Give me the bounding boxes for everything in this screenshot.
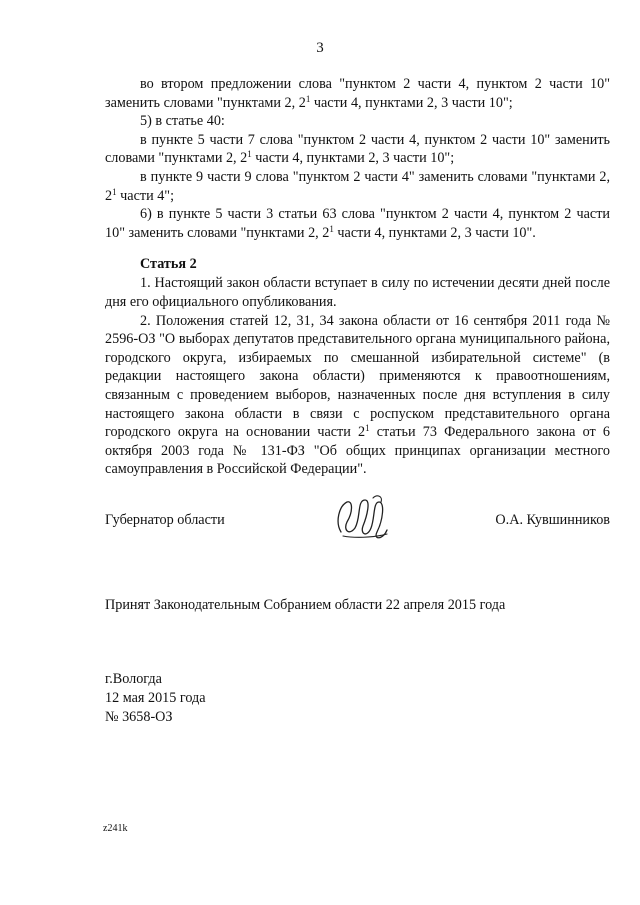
main-text — [105, 75, 610, 479]
amendment-item-5a: в пункте 5 части 7 слова "пунктом 2 части 4, пунктом 2 части 10" заменить словами "пунктами 2, $2^1$ части 4, пунктами 2, 3 части 10"; — [105, 131, 610, 167]
adoption-note: Принят Законодательным Собранием области 22 апреля 2015 года — [105, 597, 506, 613]
law-number: № 3658-ОЗ — [105, 709, 173, 725]
article-2-paragraph-1: 1. Настоящий закон области вступает в силу по истечении десяти дней после дня его официального опубликования. — [105, 275, 610, 310]
amendment-item-5: 5) в статье 40: — [140, 113, 225, 130]
page-number: 3 — [316, 40, 324, 56]
place-date-number — [105, 670, 206, 727]
article-2-heading: Статья 2 — [140, 256, 197, 273]
signature-block — [105, 500, 610, 550]
amendment-item-5b: в пункте 9 части 9 слова "пунктом 2 части 4" заменить словами "пунктами 2, $2^1$ части 4"; — [105, 168, 610, 204]
amendment-line-1: во втором предложении слова "пунктом 2 части 4, пунктом 2 части 10" заменить словами "пунктами 2, $2^1$ части 4, пунктами 2, 3 части 10"; — [105, 76, 610, 111]
article-2-paragraph-2: 2. Положения статей 12, 31, 34 закона области от 16 сентября 2011 года № 2596-ОЗ "О выборах депутатов представительного органа муниципального района, городского округа, избираемых по смешанной избирательной системе" (в редакции настоящего закона области) применяются к правоотношениям, связанным с проведением выборов, назначенных после дня вступления в силу настоящего закона области в связи с роспуском представительного органа городского округа на основании части $2^1$ статьи 73 Федерального закона от 6 октября 2003 года № 131-ФЗ "Об общих принципах организации местного самоуправления в Российской Федерации". — [105, 312, 610, 478]
signing-date: 12 мая 2015 года — [105, 690, 206, 706]
signatory-title: Губернатор области — [105, 512, 225, 528]
amendment-item-6: 6) в пункте 5 части 3 статьи 63 слова "пунктом 2 части 4, пунктом 2 части 10" заменить словами "пунктами 2, $2^1$ части 4, пунктами 2, 3 части 10". — [105, 206, 610, 241]
signatory-name: О.А. Кувшинников — [495, 512, 610, 528]
handwritten-signature — [333, 492, 391, 544]
document-code: z241k — [103, 823, 128, 834]
city: г.Вологда — [105, 671, 162, 687]
